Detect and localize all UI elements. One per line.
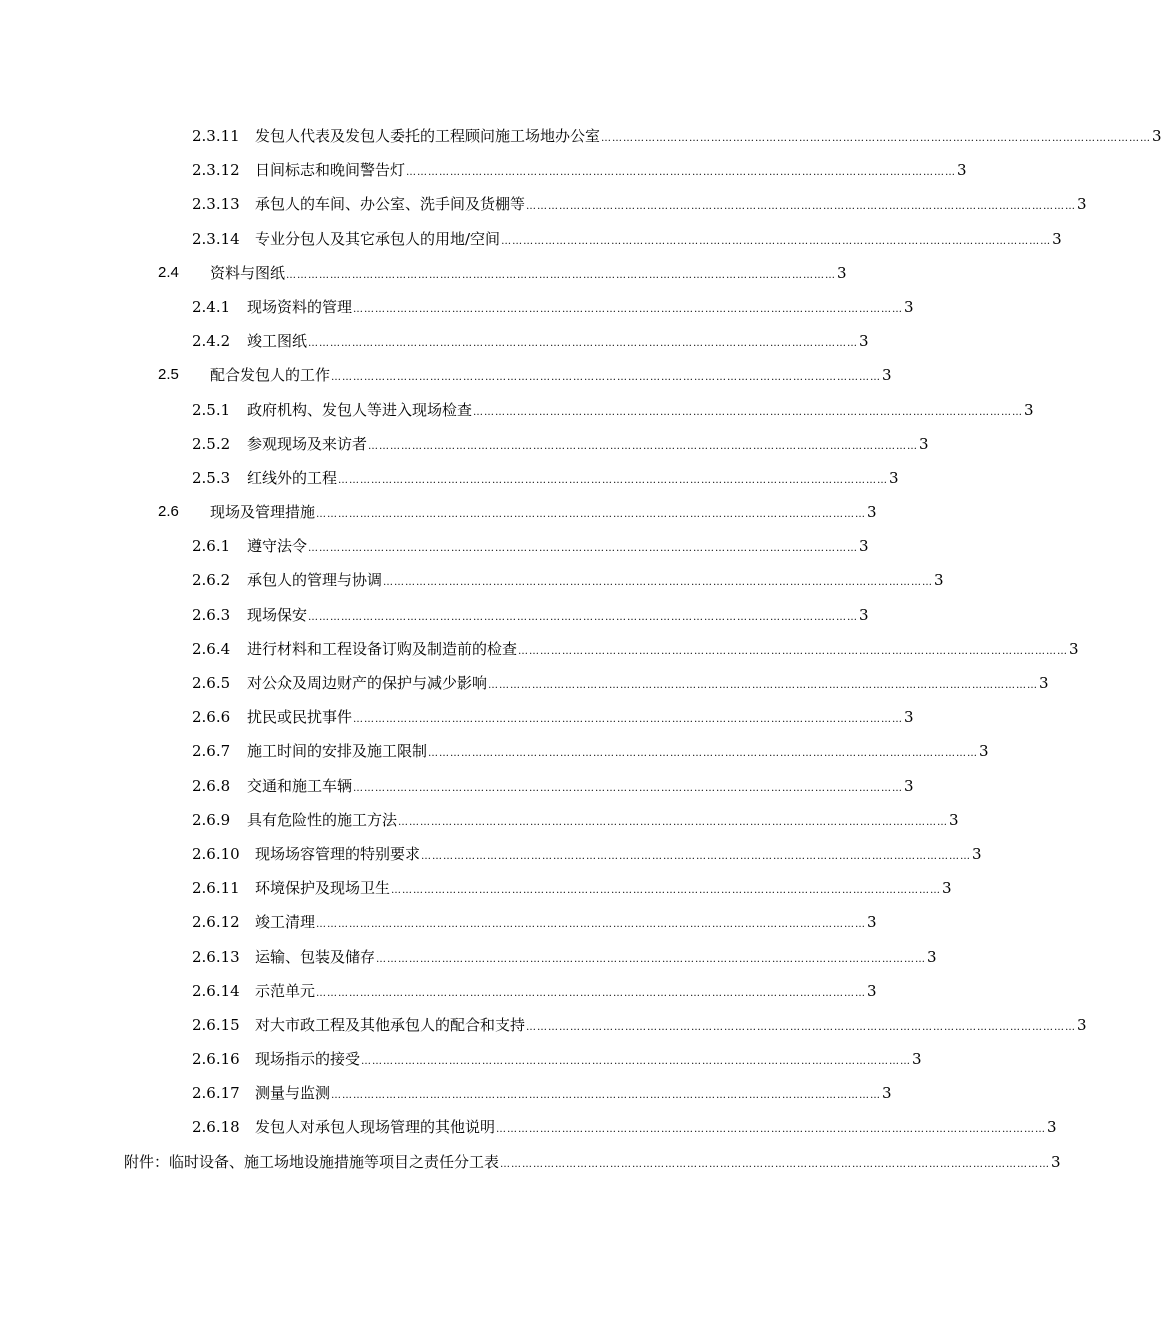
toc-entry-page: 3	[949, 810, 959, 829]
toc-entry-title: 运输、包装及储存	[255, 947, 376, 966]
toc-entry-2-6-5[interactable]	[0, 666, 1049, 700]
toc-entry-title: 遵守法令	[247, 537, 308, 556]
dot-leader: ……………………………………………………………………………………………………………………………………	[353, 782, 904, 794]
toc-entry-title: 红线外的工程	[247, 468, 338, 487]
toc-entry-title: 政府机构、发包人等进入现场检查	[247, 400, 473, 419]
toc-entry-number: 2.5	[158, 366, 179, 384]
toc-entry-number: 2.5.1	[192, 400, 231, 419]
toc-entry-number: 2.3.14	[192, 229, 240, 248]
dot-leader: ……………………………………………………………………………………………………………………………………	[368, 440, 919, 452]
toc-entry-page: 3	[904, 776, 914, 795]
toc-entry-number: 2.6.11	[192, 879, 240, 898]
toc-entry-page: 3	[889, 468, 899, 487]
dot-leader: ……………………………………………………………………………………………………………………………………	[496, 1124, 1047, 1136]
dot-leader: ……………………………………………………………………………………………………………………………………	[376, 953, 927, 965]
toc-entry-number: 2.6.2	[192, 571, 231, 590]
toc-entry-2-6-15[interactable]	[0, 1008, 1087, 1042]
dot-leader: ……………………………………………………………………………………………………………………………………	[361, 1056, 912, 1068]
toc-appendix-page: 3	[1051, 1152, 1061, 1171]
toc-entry-2-4[interactable]	[0, 256, 950, 290]
toc-entry-title: 现场及管理措施	[210, 503, 316, 522]
toc-entry-page: 3	[867, 981, 877, 1000]
toc-entry-page: 3	[837, 263, 847, 282]
toc-entry-page: 3	[859, 332, 869, 351]
toc-entry-2-3-12[interactable]	[0, 153, 967, 187]
toc-entry-number: 2.5.2	[192, 434, 231, 453]
toc-entry-number: 2.6.15	[192, 1015, 240, 1034]
dot-leader: ……………………………………………………………………………………………………………………………………	[428, 748, 979, 760]
dot-leader: ……………………………………………………………………………………………………………………………………	[331, 372, 882, 384]
toc-entry-page: 3	[1069, 639, 1079, 658]
toc-entry-2-6-17[interactable]	[0, 1076, 950, 1110]
toc-entry-title: 扰民或民扰事件	[247, 708, 353, 727]
dot-leader: ……………………………………………………………………………………………………………………………………	[601, 133, 1152, 144]
toc-entry-number: 2.6.7	[192, 742, 231, 761]
toc-entry-number: 2.6.12	[192, 913, 240, 932]
toc-entry-page: 3	[979, 742, 989, 761]
toc-entry-2-6-9[interactable]	[0, 803, 959, 837]
toc-entry-number: 2.4	[158, 263, 179, 281]
toc-entry-2-6-6[interactable]	[0, 700, 950, 734]
dot-leader: ……………………………………………………………………………………………………………………………………	[500, 1158, 1051, 1170]
toc-entry-2-6-3[interactable]	[0, 598, 950, 632]
dot-leader: ……………………………………………………………………………………………………………………………………	[316, 987, 867, 999]
toc-entry-page: 3	[859, 605, 869, 624]
toc-entry-number: 2.6.18	[192, 1118, 240, 1137]
toc-entry-page: 3	[934, 571, 944, 590]
toc-entry-title: 进行材料和工程设备订购及制造前的检查	[247, 639, 518, 658]
dot-leader: ……………………………………………………………………………………………………………………………………	[526, 201, 1077, 213]
toc-entry-number: 2.5.3	[192, 468, 231, 487]
dot-leader: ……………………………………………………………………………………………………………………………………	[316, 919, 867, 931]
toc-entry-2-6-2[interactable]	[0, 563, 950, 597]
dot-leader: ……………………………………………………………………………………………………………………………………	[518, 645, 1069, 657]
toc-entry-number: 2.3.12	[192, 161, 240, 180]
toc-entry-2-6-1[interactable]	[0, 529, 950, 563]
toc-entry-2-6-7[interactable]	[0, 734, 989, 768]
toc-entry-2-4-1[interactable]	[0, 290, 950, 324]
toc-entry-title: 具有危险性的施工方法	[247, 810, 398, 829]
dot-leader: ……………………………………………………………………………………………………………………………………	[406, 167, 957, 179]
toc-entry-page: 3	[1077, 195, 1087, 214]
toc-entry-title: 参观现场及来访者	[247, 434, 368, 453]
toc-entry-2-6-18[interactable]	[0, 1110, 1057, 1144]
toc-entry-page: 3	[912, 1050, 922, 1069]
toc-entry-number: 2.6.17	[192, 1084, 240, 1103]
toc-entry-number: 2.6.6	[192, 708, 231, 727]
dot-leader: ……………………………………………………………………………………………………………………………………	[383, 577, 934, 589]
toc-entry-page: 3	[867, 503, 877, 522]
toc-entry-page: 3	[957, 161, 967, 180]
toc-entry-title: 资料与图纸	[210, 263, 286, 282]
toc-entry-2-6-10[interactable]	[0, 837, 982, 871]
toc-entry-2-6-13[interactable]	[0, 940, 950, 974]
toc-entry-2-6-11[interactable]	[0, 871, 950, 905]
toc-entry-page: 3	[859, 537, 869, 556]
dot-leader: ……………………………………………………………………………………………………………………………………	[526, 1021, 1077, 1033]
toc-entry-title: 环境保护及现场卫生	[255, 879, 391, 898]
toc-entry-2-6-12[interactable]	[0, 905, 950, 939]
toc-entry-number: 2.4.2	[192, 332, 231, 351]
dot-leader: ……………………………………………………………………………………………………………………………………	[398, 816, 949, 828]
dot-leader: ……………………………………………………………………………………………………………………………………	[488, 680, 1039, 691]
toc-entry-title: 交通和施工车辆	[247, 776, 353, 795]
dot-leader: ……………………………………………………………………………………………………………………………………	[473, 406, 1024, 418]
toc-entry-title: 承包人的管理与协调	[247, 571, 383, 590]
toc-entry-title: 施工时间的安排及施工限制	[247, 742, 428, 761]
dot-leader: ……………………………………………………………………………………………………………………………………	[308, 611, 859, 623]
toc-entry-number: 2.6.1	[192, 537, 231, 556]
toc-entry-2-5[interactable]	[0, 358, 950, 392]
toc-entry-number: 2.6.10	[192, 844, 240, 863]
toc-entry-page: 3	[1077, 1015, 1087, 1034]
toc-appendix-title: 附件：临时设备、施工场地设施措施等项目之责任分工表	[124, 1152, 500, 1171]
dot-leader: ……………………………………………………………………………………………………………………………………	[353, 303, 904, 315]
toc-entry-page: 3	[927, 947, 937, 966]
dot-leader: ……………………………………………………………………………………………………………………………………	[316, 509, 867, 521]
toc-entry-appendix[interactable]	[0, 1145, 1061, 1179]
dot-leader: ……………………………………………………………………………………………………………………………………	[308, 543, 859, 555]
toc-entry-title: 承包人的车间、办公室、洗手间及货棚等	[255, 195, 526, 214]
toc-entry-title: 现场保安	[247, 605, 308, 624]
toc-entry-page: 3	[919, 434, 929, 453]
toc-entry-page: 3	[1047, 1118, 1057, 1137]
toc-entry-number: 2.6.9	[192, 810, 231, 829]
toc-entry-number: 2.4.1	[192, 297, 231, 316]
toc-entry-title: 对公众及周边财产的保护与减少影响	[247, 674, 488, 692]
toc-entry-title: 专业分包人及其它承包人的用地/空间	[255, 229, 501, 248]
toc-entry-title: 现场指示的接受	[255, 1050, 361, 1069]
toc-entry-title: 配合发包人的工作	[210, 366, 331, 385]
toc-entry-page: 3	[972, 844, 982, 863]
toc-entry-title: 竣工图纸	[247, 332, 308, 351]
toc-entry-title: 现场资料的管理	[247, 297, 353, 316]
toc-entry-page: 3	[1039, 674, 1049, 692]
toc-entry-number: 2.6.8	[192, 776, 231, 795]
toc-entry-page: 3	[882, 366, 892, 385]
toc-entry-page: 3	[867, 913, 877, 932]
toc-entry-title: 发包人对承包人现场管理的其他说明	[255, 1118, 496, 1137]
toc-entry-title: 发包人代表及发包人委托的工程顾问施工场地办公室	[255, 127, 601, 145]
toc-entry-2-5-1[interactable]	[0, 393, 1034, 427]
toc-entry-2-3-13[interactable]	[0, 187, 1087, 221]
toc-entry-2-6-16[interactable]	[0, 1042, 950, 1076]
dot-leader: ……………………………………………………………………………………………………………………………………	[353, 714, 904, 726]
toc-entry-page: 3	[904, 297, 914, 316]
toc-entry-2-6-14[interactable]	[0, 974, 950, 1008]
toc-entry-title: 现场场容管理的特别要求	[255, 844, 421, 863]
table-of-contents	[0, 119, 1162, 1179]
toc-entry-number: 2.6	[158, 503, 179, 521]
toc-entry-page: 3	[882, 1084, 892, 1103]
toc-entry-2-5-3[interactable]	[0, 461, 950, 495]
toc-entry-number: 2.3.13	[192, 195, 240, 214]
toc-entry-title: 日间标志和晚间警告灯	[255, 161, 406, 180]
toc-entry-number: 2.6.16	[192, 1050, 240, 1069]
toc-entry-number: 2.6.5	[192, 674, 231, 692]
toc-entry-number: 2.6.3	[192, 605, 231, 624]
toc-entry-2-3-14[interactable]	[0, 222, 1062, 256]
toc-entry-number: 2.6.13	[192, 947, 240, 966]
toc-entry-2-6-4[interactable]	[0, 632, 1079, 666]
toc-entry-title: 示范单元	[255, 981, 316, 1000]
toc-entry-2-6-8[interactable]	[0, 769, 950, 803]
dot-leader: ……………………………………………………………………………………………………………………………………	[338, 474, 889, 486]
dot-leader: ……………………………………………………………………………………………………………………………………	[421, 850, 972, 862]
toc-entry-page: 3	[1152, 127, 1162, 145]
dot-leader: ……………………………………………………………………………………………………………………………………	[308, 338, 859, 350]
toc-entry-title: 测量与监测	[255, 1084, 331, 1103]
dot-leader: ……………………………………………………………………………………………………………………………………	[331, 1090, 882, 1102]
toc-entry-2-5-2[interactable]	[0, 427, 950, 461]
dot-leader: ……………………………………………………………………………………………………………………………………	[286, 269, 837, 281]
toc-entry-2-3-11[interactable]	[0, 119, 1162, 153]
toc-entry-2-6[interactable]	[0, 495, 950, 529]
toc-entry-number: 2.3.11	[192, 127, 240, 145]
dot-leader: ……………………………………………………………………………………………………………………………………	[391, 885, 942, 897]
dot-leader: ……………………………………………………………………………………………………………………………………	[501, 235, 1052, 247]
toc-entry-number: 2.6.14	[192, 981, 240, 1000]
toc-entry-title: 对大市政工程及其他承包人的配合和支持	[255, 1015, 526, 1034]
toc-entry-page: 3	[1024, 400, 1034, 419]
toc-entry-page: 3	[904, 708, 914, 727]
toc-entry-2-4-2[interactable]	[0, 324, 950, 358]
toc-entry-title: 竣工清理	[255, 913, 316, 932]
toc-entry-page: 3	[942, 879, 952, 898]
toc-entry-number: 2.6.4	[192, 639, 231, 658]
toc-entry-page: 3	[1052, 229, 1062, 248]
